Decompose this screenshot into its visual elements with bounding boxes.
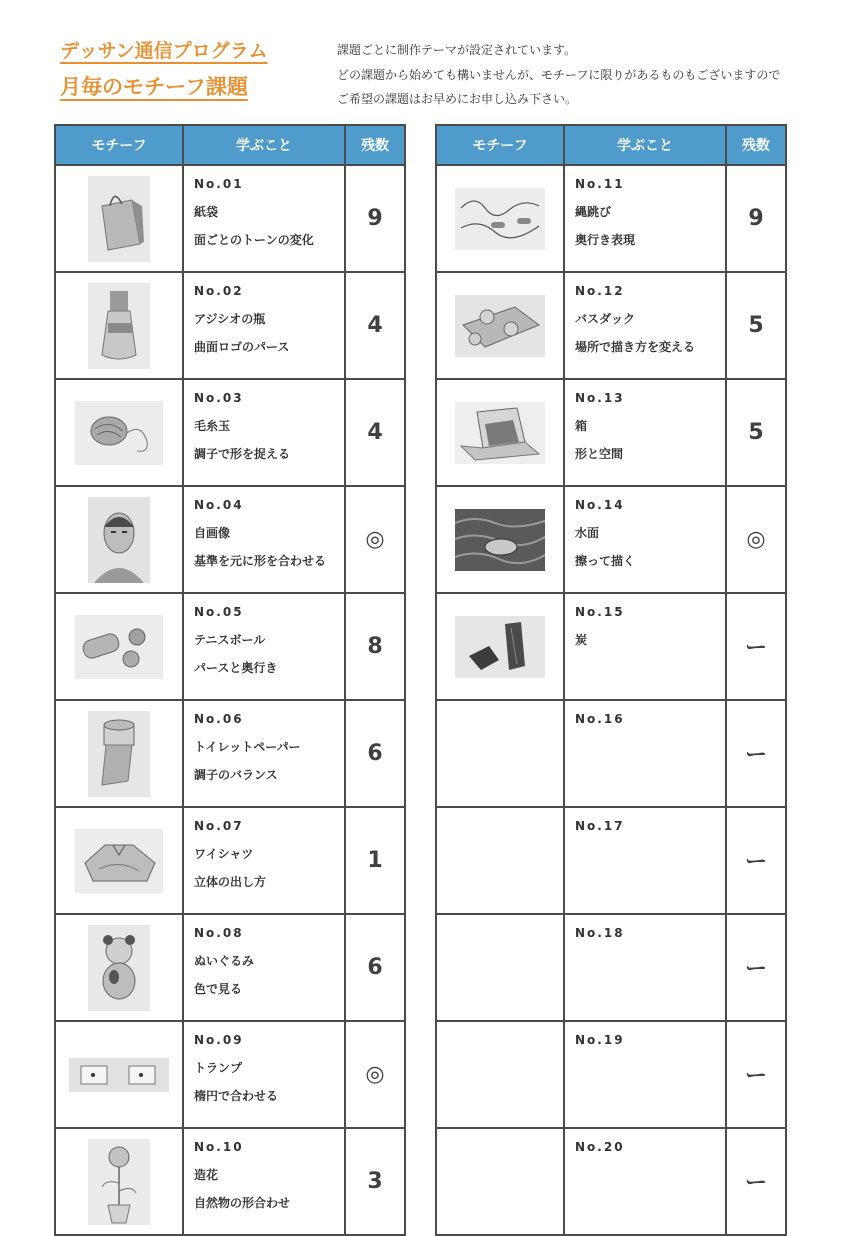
table-row bbox=[436, 272, 786, 379]
tennis-ball-image bbox=[75, 615, 163, 679]
motif-image-cell bbox=[436, 379, 564, 486]
motif-name: 炭 bbox=[575, 633, 588, 647]
motif-image-cell bbox=[55, 1021, 183, 1128]
remaining-count: ー bbox=[726, 1021, 786, 1128]
motif-name: 紙袋 bbox=[194, 205, 219, 219]
remaining-count: ◎ bbox=[726, 486, 786, 593]
learning-theme: 曲面ロゴのパース bbox=[194, 340, 290, 354]
learning-theme: 形と空間 bbox=[575, 447, 624, 461]
page-title: 月毎のモチーフ課題 bbox=[60, 75, 248, 99]
motif-image-cell bbox=[55, 379, 183, 486]
table-header-row bbox=[55, 125, 405, 165]
yarn-ball-image bbox=[75, 401, 163, 465]
motif-number: No.18 bbox=[575, 926, 625, 940]
remaining-count: ◎ bbox=[345, 1021, 405, 1128]
table-row bbox=[55, 272, 405, 379]
motif-image-cell bbox=[55, 807, 183, 914]
artificial-flower-image bbox=[88, 1139, 150, 1225]
table-row bbox=[436, 807, 786, 914]
table-row bbox=[55, 165, 405, 272]
table-header-row bbox=[436, 125, 786, 165]
motif-number: No.17 bbox=[575, 819, 625, 833]
motif-image-cell bbox=[436, 165, 564, 272]
motif-name: ぬいぐるみ bbox=[194, 954, 255, 968]
motif-name: バスダック bbox=[575, 312, 636, 326]
motif-number: No.20 bbox=[575, 1140, 625, 1154]
remaining-count: ー bbox=[726, 807, 786, 914]
title-block bbox=[60, 36, 310, 102]
paper-bag-image bbox=[88, 176, 150, 262]
table-row bbox=[436, 165, 786, 272]
water-surface-image bbox=[455, 509, 545, 571]
learning-theme: 基準を元に形を合わせる bbox=[194, 554, 327, 568]
motif-image-cell bbox=[436, 593, 564, 700]
motif-number: No.07 bbox=[194, 819, 244, 833]
remaining-count: 9 bbox=[726, 165, 786, 272]
table-row bbox=[55, 700, 405, 807]
motif-name: トランプ bbox=[194, 1061, 243, 1075]
box-image bbox=[455, 402, 545, 464]
table-row bbox=[55, 807, 405, 914]
jump-rope-image bbox=[455, 188, 545, 250]
header-learn: 学ぶこと bbox=[183, 125, 345, 165]
motif-image-cell bbox=[55, 1128, 183, 1235]
motif-number: No.04 bbox=[194, 498, 244, 512]
motif-image-cell bbox=[55, 165, 183, 272]
table-row bbox=[436, 700, 786, 807]
motif-name: アジシオの瓶 bbox=[194, 312, 266, 326]
table-row bbox=[436, 1021, 786, 1128]
motif-number: No.10 bbox=[194, 1140, 244, 1154]
remaining-count: ◎ bbox=[345, 486, 405, 593]
intro-line: どの課題から始めても構いませんが、モチーフに限りがあるものもございますので bbox=[337, 67, 781, 82]
motif-number: No.01 bbox=[194, 177, 244, 191]
table-row bbox=[436, 486, 786, 593]
motif-image-cell bbox=[436, 1128, 564, 1235]
motif-number: No.13 bbox=[575, 391, 625, 405]
motif-number: No.16 bbox=[575, 712, 625, 726]
learning-theme: パースと奥行き bbox=[194, 661, 278, 675]
charcoal-image bbox=[455, 616, 545, 678]
motif-number: No.15 bbox=[575, 605, 625, 619]
motif-image-cell bbox=[436, 272, 564, 379]
motif-number: No.08 bbox=[194, 926, 244, 940]
left-motif-table bbox=[54, 124, 406, 1236]
motif-number: No.19 bbox=[575, 1033, 625, 1047]
motif-image-cell bbox=[436, 807, 564, 914]
learning-theme: 色で見る bbox=[194, 982, 243, 996]
shirt-image bbox=[75, 829, 163, 893]
motif-image-cell bbox=[436, 700, 564, 807]
motif-name: 自画像 bbox=[194, 526, 231, 540]
motif-number: No.11 bbox=[575, 177, 625, 191]
table-row bbox=[55, 379, 405, 486]
motif-name: トイレットペーパー bbox=[194, 740, 301, 754]
learning-theme: 調子で形を捉える bbox=[194, 447, 291, 461]
motif-image-cell bbox=[436, 486, 564, 593]
table-row bbox=[436, 1128, 786, 1235]
motif-image-cell bbox=[55, 486, 183, 593]
remaining-count: ー bbox=[726, 1128, 786, 1235]
motif-image-cell bbox=[436, 914, 564, 1021]
motif-name: 縄跳び bbox=[575, 205, 612, 219]
learning-theme: 立体の出し方 bbox=[194, 875, 267, 889]
learning-theme: 擦って描く bbox=[575, 554, 636, 568]
remaining-count: ー bbox=[726, 914, 786, 1021]
learning-theme: 面ごとのトーンの変化 bbox=[194, 233, 314, 247]
motif-name: テニスボール bbox=[194, 633, 266, 647]
motif-number: No.06 bbox=[194, 712, 244, 726]
table-row bbox=[55, 1128, 405, 1235]
header-learn: 学ぶこと bbox=[564, 125, 726, 165]
remaining-count: 6 bbox=[345, 914, 405, 1021]
remaining-count: 5 bbox=[726, 272, 786, 379]
motif-image-cell bbox=[436, 1021, 564, 1128]
self-portrait-image bbox=[88, 497, 150, 583]
header-remaining: 残数 bbox=[345, 125, 405, 165]
motif-image-cell bbox=[55, 593, 183, 700]
plush-toy-image bbox=[88, 925, 150, 1011]
motif-image-cell bbox=[55, 700, 183, 807]
remaining-count: 9 bbox=[345, 165, 405, 272]
table-row bbox=[436, 914, 786, 1021]
learning-theme: 自然物の形合わせ bbox=[194, 1196, 291, 1210]
motif-image-cell bbox=[55, 914, 183, 1021]
remaining-count: 6 bbox=[345, 700, 405, 807]
motif-number: No.09 bbox=[194, 1033, 244, 1047]
header-motif: モチーフ bbox=[436, 125, 564, 165]
remaining-count: ー bbox=[726, 700, 786, 807]
motif-name: ワイシャツ bbox=[194, 847, 254, 861]
motif-number: No.05 bbox=[194, 605, 244, 619]
playing-cards-image bbox=[69, 1058, 169, 1092]
toilet-paper-image bbox=[88, 711, 150, 797]
remaining-count: ー bbox=[726, 593, 786, 700]
motif-image-cell bbox=[55, 272, 183, 379]
bath-duck-image bbox=[455, 295, 545, 357]
table-row bbox=[436, 379, 786, 486]
motif-number: No.02 bbox=[194, 284, 244, 298]
intro-line: ご希望の課題はお早めにお申し込み下さい。 bbox=[337, 92, 578, 106]
remaining-count: 4 bbox=[345, 272, 405, 379]
table-row bbox=[55, 914, 405, 1021]
motif-name: 毛糸玉 bbox=[194, 419, 231, 433]
remaining-count: 1 bbox=[345, 807, 405, 914]
motif-number: No.12 bbox=[575, 284, 625, 298]
header-remaining: 残数 bbox=[726, 125, 786, 165]
header-motif: モチーフ bbox=[55, 125, 183, 165]
learning-theme: 奥行き表現 bbox=[575, 233, 636, 247]
learning-theme: 調子のバランス bbox=[194, 768, 278, 782]
remaining-count: 4 bbox=[345, 379, 405, 486]
program-title: デッサン通信プログラム bbox=[60, 40, 268, 62]
remaining-count: 3 bbox=[345, 1128, 405, 1235]
intro-text bbox=[337, 38, 780, 112]
motif-number: No.14 bbox=[575, 498, 625, 512]
learning-theme: 楕円で合わせる bbox=[194, 1089, 279, 1103]
right-motif-table bbox=[435, 124, 787, 1236]
remaining-count: 5 bbox=[726, 379, 786, 486]
motif-name: 水面 bbox=[575, 526, 600, 540]
learning-theme: 場所で描き方を変える bbox=[575, 340, 696, 354]
remaining-count: 8 bbox=[345, 593, 405, 700]
table-row bbox=[55, 486, 405, 593]
table-row bbox=[55, 1021, 405, 1128]
motif-number: No.03 bbox=[194, 391, 244, 405]
intro-line: 課題ごとに制作テーマが設定されています。 bbox=[337, 43, 577, 57]
motif-name: 造花 bbox=[194, 1168, 219, 1182]
salt-bottle-image bbox=[88, 283, 150, 369]
motif-name: 箱 bbox=[575, 419, 588, 433]
table-row bbox=[436, 593, 786, 700]
table-row bbox=[55, 593, 405, 700]
